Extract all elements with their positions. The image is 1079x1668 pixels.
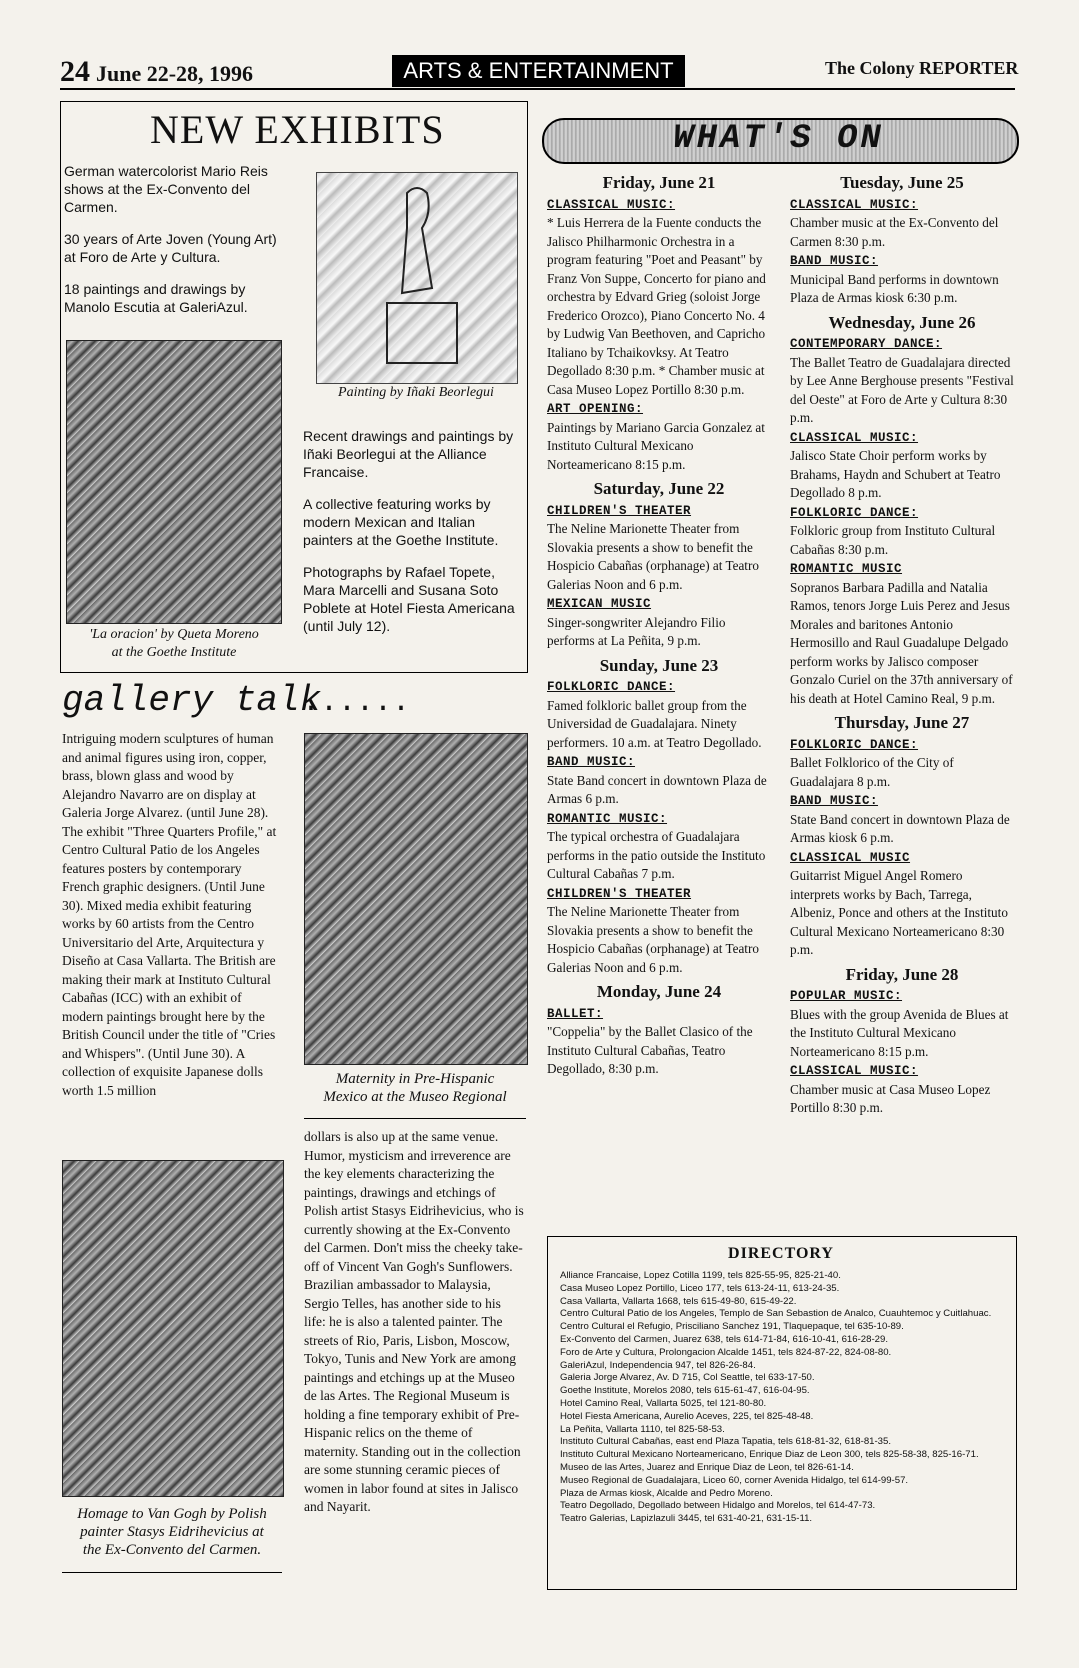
day-heading: Wednesday, June 26 xyxy=(828,312,976,332)
maternity-sculpture-photo xyxy=(304,733,528,1065)
day-heading: Saturday, June 22 xyxy=(593,479,725,498)
exhibit-item: 18 paintings and drawings by Manolo Escutia at GaleriAzul. xyxy=(64,281,248,315)
event-category: CLASSICAL MUSIC: xyxy=(547,197,676,212)
event-text: Famed folkloric ballet group from the Universidad de Guadalajara. Ninety performers. 10 a.m. at Teatro Degollado. xyxy=(547,697,762,750)
directory-list xyxy=(560,1270,1010,1526)
event-text: Blues with the group Avenida de Blues at the Instituto Cultural Mexicano Norteamericano 8:15 p.m. xyxy=(790,1006,1009,1059)
event-category: CLASSICAL MUSIC: xyxy=(790,430,919,445)
caption-line: Mexico at the Museo Regional xyxy=(323,1089,507,1105)
la-oracion-painting xyxy=(66,340,282,624)
beorlegui-painting xyxy=(316,172,518,384)
directory-entry: Hotel Fiesta Americana, Aurelio Aceves, 225, tel 825-48-48. xyxy=(560,1410,814,1422)
event-category: POPULAR MUSIC: xyxy=(790,989,903,1003)
event-category: ART OPENING: xyxy=(547,402,644,416)
new-exhibits-list xyxy=(64,162,279,330)
directory-entry: Plaza de Armas kiosk, Alcalde and Pedro Moreno. xyxy=(560,1487,773,1499)
caption-line: 'La oracion' by Queta Moreno xyxy=(89,627,259,642)
directory-entry: Museo Regional de Guadalajara, Liceo 60, corner Avenida Hidalgo, tel 614-99-57. xyxy=(560,1474,909,1486)
beorlegui-caption: Painting by Iñaki Beorlegui xyxy=(338,385,494,400)
day-heading: Friday, June 21 xyxy=(602,173,716,192)
event-category: MEXICAN MUSIC xyxy=(547,597,652,611)
gallery-talk-column-1: Intriguing modern sculptures of human and animal figures using iron, copper, brass, blown glass and wood by Alejandro Navarro are on display at Galeria Jorge Alvarez. (until June 28). The exhibit "Three Quarters Profile," at Centro Cultural Patio de los Angeles features posters by contemporary French graphic designers. (Until June 30). Mixed media exhibit featuring works by 60 artists from the Centro Universitario del Arte, Arquitectura y Diseño at Casa Vallarta. The British are making their mark at Instituto Cultural Cabañas (ICC) with an exhibit of modern paintings brought here by the British Council under the title of "Cries and Whispers". (Until June 30). A collection of exquisite Japanese dolls worth 1.5 million xyxy=(62,731,277,1098)
gallery-talk-title: gallery talk xyxy=(62,680,322,721)
directory-entry: Teatro Galerias, Lapizlazuli 3445, tel 631-40-21, 631-15-11. xyxy=(560,1513,813,1525)
event-text: Chamber music at the Ex-Convento del Carmen 8:30 p.m. xyxy=(790,215,999,249)
exhibit-paragraph: A collective featuring works by modern Mexican and Italian painters at the Goethe Institute. xyxy=(303,496,499,548)
event-category: CONTEMPORARY DANCE: xyxy=(790,337,943,351)
directory-entry: Museo de las Artes, Juarez and Enrique Diaz de Leon, tel 826-61-14. xyxy=(560,1461,854,1473)
event-text: State Band concert in downtown Plaza de Armas 6 p.m. xyxy=(547,772,767,806)
event-text: Sopranos Barbara Padilla and Natalia Ramos, tenors Jorge Luis Perez and Jesus Morales and baritones Antonio Hermosillo and Raul Guadalupe Delgado perform works by Jalisco composer Gonzalo Curiel on the 37th anniversary of his death at Hotel Camino Real, 9 p.m. xyxy=(790,579,1013,706)
event-category: BALLET: xyxy=(547,1006,604,1021)
event-text: The Neline Marionette Theater from Slovakia presents a show to benefit the Hospicio Cabañas (orphanage) at Teatro Galerias Noon and 6 p.m. xyxy=(547,521,759,592)
event-text: Ballet Folklorico of the City of Guadalajara 8 p.m. xyxy=(790,755,954,789)
directory-entry: GaleriAzul, Independencia 947, tel 826-26-84. xyxy=(560,1359,756,1371)
section-banner: ARTS & ENTERTAINMENT xyxy=(392,55,685,87)
event-category: BAND MUSIC: xyxy=(547,755,636,769)
event-category: CLASSICAL MUSIC xyxy=(790,850,911,865)
day-heading: Friday, June 28 xyxy=(845,964,959,984)
caption-line: Homage to Van Gogh by Polish xyxy=(77,1506,267,1522)
caption-line: the Ex-Convento del Carmen. xyxy=(82,1542,262,1558)
event-text: The Neline Marionette Theater from Slovakia presents a show to benefit the Hospicio Cabañas (orphanage) at Teatro Galerias Noon and 6 p.m. xyxy=(547,904,759,975)
whats-on-title: WHAT'S ON xyxy=(673,120,884,158)
day-heading: Thursday, June 27 xyxy=(834,713,970,732)
event-category: CHILDREN'S THEATER xyxy=(547,886,692,901)
directory-entry: Alliance Francaise, Lopez Cotilla 1199, tels 825-55-95, 825-21-40. xyxy=(560,1270,841,1281)
event-text: Folkloric group from Instituto Cultural Cabañas 8:30 p.m. xyxy=(790,523,996,557)
day-heading: Sunday, June 23 xyxy=(599,655,719,675)
day-heading: Monday, June 24 xyxy=(596,982,722,1001)
caption-rule xyxy=(62,1572,282,1573)
directory-entry: Hotel Camino Real, Vallarta 5025, tel 121-80-80. xyxy=(560,1397,767,1409)
event-text: State Band concert in downtown Plaza de Armas kiosk 6 p.m. xyxy=(790,811,1010,845)
event-text: The Ballet Teatro de Guadalajara directed by Lee Anne Berghouse presents "Festival del Oeste" at Foro de Arte y Cultura 8:30 p.m. xyxy=(790,354,1014,425)
event-category: CHILDREN'S THEATER xyxy=(547,503,692,518)
directory-entry: Centro Cultural Patio de los Angeles, Templo de San Sebastion de Analco, Cuauhtemoc y Cuitlahuac. xyxy=(560,1308,992,1320)
event-category: CLASSICAL MUSIC: xyxy=(790,197,919,212)
paper-name: The Colony REPORTER xyxy=(825,58,1019,78)
caption-line: at the Goethe Institute xyxy=(111,645,237,660)
event-category: BAND MUSIC: xyxy=(790,794,879,808)
event-category: CLASSICAL MUSIC: xyxy=(790,1064,919,1078)
issue-date: June 22-28, 1996 xyxy=(96,61,254,86)
van-gogh-homage-photo xyxy=(62,1160,284,1497)
day-heading: Tuesday, June 25 xyxy=(840,173,964,192)
event-category: ROMANTIC MUSIC: xyxy=(547,811,668,826)
event-text: Chamber music at Casa Museo Lopez Portillo 8:30 p.m. xyxy=(790,1081,991,1115)
exhibit-item: 30 years of Arte Joven (Young Art) at Foro de Arte y Cultura. xyxy=(64,231,277,265)
event-text: Guitarrist Miguel Angel Romero interprets works by Bach, Tarrega, Albeniz, Ponce and others at the Instituto Cultural Mexicano Norteamericano 8:30 p.m. xyxy=(790,868,1008,957)
gallery-talk-dots: ...... xyxy=(302,686,411,720)
exhibit-item: German watercolorist Mario Reis shows at the Ex-Convento del Carmen. xyxy=(64,163,268,215)
directory-entry: La Peñita, Vallarta 1110, tel 825-58-53. xyxy=(560,1423,725,1435)
directory-entry: Casa Museo Lopez Portillo, Liceo 177, tels 613-24-11, 613-24-35. xyxy=(560,1282,840,1294)
event-text: * Luis Herrera de la Fuente conducts the Jalisco Philharmonic Orchestra in a program featuring "Poet and Peasant" by Franz Von Suppe, Concerto for piano and orchestra by Edvard Grieg (soloist Jorge Frederico Orozco), Piano Concerto No. 4 by Ludwig Van Beethoven, and Capricho Italiano by Tchaikovksy. At Teatro Degollado 8:30 p.m. * Chamber music at Casa Museo Lopez Portillo 8:30 p.m. xyxy=(547,215,766,397)
directory-entry: Ex-Convento del Carmen, Juarez 638, tels 614-71-84, 616-10-41, 616-28-29. xyxy=(560,1333,888,1345)
event-category: FOLKLORIC DANCE: xyxy=(547,680,676,694)
caption-rule xyxy=(304,1118,526,1119)
gallery-talk-column-2: dollars is also up at the same venue. Humor, mysticism and irreverence are the key elements characterizing the paintings, drawings and etchings of Polish artist Stasys Eidrihevicius, who is currently showing at the Ex-Convento del Carmen. Don't miss the cheeky take-off of Vincent Van Gogh's Sunflowers. Brazilian ambassador to Malaysia, Sergio Telles, has another side to his life: he is also a talented painter. The streets of Rio, Paris, Lisbon, Moscow, Tokyo, Tunis and New York are among paintings and etchings up at the Museo de las Artes. The Regional Museum is holding a fine temporary exhibit of Pre-Hispanic relics on the theme of maternity. Standing out in the collection are some stunning ceramic pieces of women in labor found at sites in Jalisco and Nayarit. xyxy=(304,1129,524,1514)
page-date xyxy=(60,55,253,89)
van-gogh-caption xyxy=(62,1505,282,1559)
event-text: The typical orchestra of Guadalajara performs in the patio outside the Instituto Cultural Cabañas 7 p.m. xyxy=(547,829,766,881)
directory-title: DIRECTORY xyxy=(728,1245,834,1262)
header-rule xyxy=(60,88,1015,90)
event-text: "Coppelia" by the Ballet Clasico of the Instituto Cultural Cabañas, Teatro Degollado, 8:30 p.m. xyxy=(547,1024,753,1076)
directory-entry: Centro Cultural el Refugio, Prisciliano Sanchez 191, Tlaquepaque, tel 635-10-89. xyxy=(560,1321,904,1333)
caption-line: Maternity in Pre-Hispanic xyxy=(335,1071,495,1087)
whats-on-left-column xyxy=(547,168,771,1079)
event-category: FOLKLORIC DANCE: xyxy=(790,505,919,520)
exhibit-paragraph: Recent drawings and paintings by Iñaki Beorlegui at the Alliance Francaise. xyxy=(303,428,514,480)
caption-line: painter Stasys Eidrihevicius at xyxy=(80,1524,264,1540)
directory-entry: Galeria Jorge Alvarez, Av. D 715, Col Seattle, tel 633-17-50. xyxy=(560,1372,815,1384)
directory-entry: Casa Vallarta, Vallarta 1668, tels 615-49-80, 615-49-22. xyxy=(560,1295,797,1307)
event-text: Municipal Band performs in downtown Plaza de Armas kiosk 6:30 p.m. xyxy=(790,271,999,305)
figure-sketch-icon xyxy=(317,173,517,383)
event-category: BAND MUSIC: xyxy=(790,254,879,268)
new-exhibits-title: NEW EXHIBITS xyxy=(150,107,445,152)
event-text: Singer-songwriter Alejandro Filio performs at La Peñita, 9 p.m. xyxy=(547,614,726,648)
directory-entry: Foro de Arte y Cultura, Prolongacion Alcalde 1451, tels 824-87-22, 824-08-80. xyxy=(560,1346,892,1358)
directory-entry: Instituto Cultural Cabañas, east end Plaza Tapatia, tels 618-81-32, 618-81-35. xyxy=(560,1436,892,1448)
event-category: FOLKLORIC DANCE: xyxy=(790,737,919,752)
new-exhibits-text xyxy=(303,427,523,649)
event-text: Paintings by Mariano Garcia Gonzalez at Instituto Cultural Mexicano Norteamericano 8:15 p.m. xyxy=(547,419,765,472)
la-oracion-caption xyxy=(64,626,284,662)
page-number: 24 xyxy=(60,55,90,88)
maternity-caption xyxy=(304,1070,526,1106)
directory-entry: Goethe Institute, Morelos 2080, tels 615-61-47, 616-04-95. xyxy=(560,1385,810,1397)
directory-entry: Teatro Degollado, Degollado between Hidalgo and Morelos, tel 614-47-73. xyxy=(560,1500,876,1512)
directory-entry: Instituto Cultural Mexicano Norteamericano, Enrique Diaz de Leon 300, tels 825-58-38, 825-16-71. xyxy=(560,1449,979,1461)
exhibit-paragraph: Photographs by Rafael Topete, Mara Marcelli and Susana Soto Poblete at Hotel Fiesta Americana (until July 12). xyxy=(303,564,515,634)
event-category: ROMANTIC MUSIC xyxy=(790,562,903,576)
whats-on-right-column xyxy=(790,168,1014,1118)
event-text: Jalisco State Choir perform works by Brahams, Haydn and Schubert at Teatro Degollado 8 p.m. xyxy=(790,448,1001,500)
